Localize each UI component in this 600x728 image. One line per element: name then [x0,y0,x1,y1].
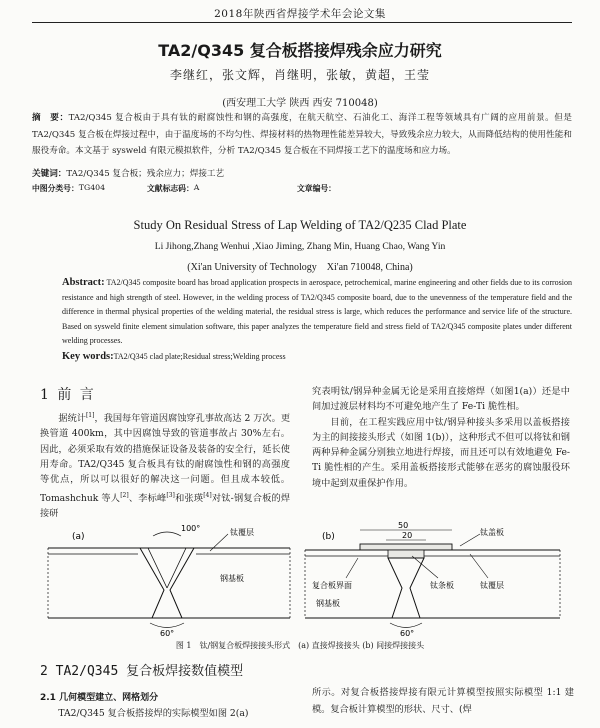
bottom-angle-label-b: 60° [400,629,415,638]
keywords-cn [32,167,572,179]
citation-ref: [3] [166,491,175,499]
keywords-cn-label: 关键词： [32,169,67,179]
figure-1b-label: (b) [322,532,335,542]
leader-line [346,558,358,578]
figure-1 [40,518,570,638]
paper-title-cn: TA2/Q345 复合板搭接焊残余应力研究 [158,41,442,60]
dim-20-label: 20 [402,531,413,540]
bottom-angle-arc [150,623,184,628]
text-run: 、李标峰 [128,492,167,504]
keywords-en [62,351,572,362]
affiliation-cn: (西安理工大学 陕西 西安 710048) [222,98,378,109]
affiliation-en: (Xi'an University of Technology Xi'an 710048, China) [187,262,413,273]
clc-label: 中图分类号： [32,184,79,193]
abstract-en-text: TA2/Q345 composite board has broad application prospects in aerospace, petrochemical, marine engineering and other fields due to its corrosion resistance and high strength of steel. However, in the welding process of TA2/Q345 composite board, due to the unevenness of the temperature field and the difference in thermal physical properties of the welding material, the residual stress is large, which reduces the performance and service life of the structure. Based on sysweld finite element simulation software, this paper analyzes the temperature field and stress field of TA2/Q345 composite plates under different welding processes. [62,278,572,345]
section-1-heading: 1 前 言 [40,387,96,403]
abstract-en [62,276,572,349]
top-angle-arc [153,532,181,536]
ti-layer-label-a: 钛覆层 [230,528,254,537]
ti-filler-strip [388,550,424,558]
bottom-angle-label-a: 60° [160,629,175,638]
section-1-paragraph-2: 目前，在工程实践应用中钛/钢异种接头多采用以盖板搭接为主的间接接头形式（如图 1(b)），这种形式不但可以将钛和钢两种异种金属分别独立地进行焊接，而且还可以有效地避免 Fe-Ti 脆性相的产生。采用盖板搭接形式能够在恶劣的腐蚀服役环境中起到双重保护作用。 [312,416,570,489]
section-2-heading: 2 TA2/Q345 复合板焊接数值模型 [40,664,244,679]
steel-base-label-a: 钢基板 [220,574,244,583]
weld-groove [140,548,194,618]
steel-base-label-b: 钢基板 [316,599,340,608]
abstract-cn [32,110,572,160]
section-2-paragraph-right: 所示。对复合板搭接焊接有限元计算模型按照实际模型 1:1 建模。复合板计算模型的形状、尺寸、(焊 [312,687,574,715]
authors-en: Li Jihong,Zhang Wenhui ,Xiao Jiming, Zhang Min, Huang Chao, Wang Yin [154,241,446,252]
section-1-left-column [40,408,290,521]
text-run: 和张瑛 [174,492,204,504]
paper-title-en: Study On Residual Stress of Lap Welding of TA2/Q235 Clad Plate [133,218,467,232]
abstract-cn-text: TA2/Q345 复合板由于具有钛的耐腐蚀性和钢的高强度，在航天航空、石油化工、海洋工程等领域具有广阔的应用前景。但是 TA2/Q345 复合板在焊接过程中，由于温度场的不均匀性、焊接材料的热物理性能差异较大，导致残余应力较大，从而降低结构的使用性能和服役寿命。本文基于 sysweld 有限元模拟软件，分析 TA2/Q345 复合板在不同焊接工艺下的温度场和应力场。 [32,113,572,156]
angle-guide-line [148,548,167,588]
citation-ref: [2] [120,491,129,499]
doc-code-value: A [193,183,200,192]
section-2-paragraph-left: TA2/Q345 复合板搭接焊的实际模型如图 2(a) [58,708,249,719]
angle-guide-line [167,548,186,588]
figure-1b [305,521,560,638]
keywords-en-label: Key words: [62,351,114,362]
figure-1-caption: 图 1 钛/钢复合板焊接接头形式 (a) 直接焊接接头 (b) 间接焊接接头 [175,641,425,650]
abstract-en-label: Abstract: [62,277,105,288]
section-1-right-column [312,384,570,491]
citation-ref: [4] [203,491,212,499]
doc-code-label: 文献标志码： [147,184,194,193]
article-no-label: 文章编号： [297,184,336,193]
leader-line [470,554,488,578]
header-divider [32,22,572,23]
section-1-paragraph-1 [40,408,290,521]
ti-cover-label: 钛盖板 [480,528,504,537]
keywords-cn-text: TA2/Q345 复合板；残余应力；焊接工艺 [66,169,225,179]
ti-layer-label-b: 钛覆层 [480,581,504,590]
bottom-angle-arc [390,623,422,628]
figure-1a [48,524,290,638]
leader-line [460,534,480,546]
text-run: ，我国每年管道因腐蚀穿孔事故高达 2 万次。更换管道 400km，其中因腐蚀导致的管道事故占 30%左右。因此，必须采取有效的措施保证设备及装备的安全行，延长使用寿命。TA2/Q345 复合板具有钛的耐腐蚀性和钢的高强度等优点，所以可以很好的解决这一问题。但且成本较低。Tomashchuk 等人 [40,413,291,504]
ti-cover-plate [360,544,452,550]
abstract-cn-label: 摘 要： [32,113,69,123]
figure-1a-label: (a) [72,532,85,542]
subsection-2-1-heading: 2.1 几何模型建立、网格划分 [40,693,159,703]
section-2-right-column [312,684,574,718]
text-run: 据统计 [58,413,86,425]
section-2-left-column [40,705,294,719]
authors-cn: 李继红，张文辉，肖继明，张敏，黄超，王莹 [169,68,430,82]
ti-filler-label: 钛条板 [430,581,454,590]
clc-value: TG404 [78,183,106,192]
weld-groove-b [388,558,424,618]
classification-row [32,183,572,195]
top-angle-label: 100° [181,524,201,533]
interface-label: 复合板界面 [312,581,352,590]
dim-50-label: 50 [398,521,409,530]
citation-ref: [1] [85,412,95,419]
running-header: 2018年陕西省焊接学术年会论文集 [214,8,386,20]
keywords-en-text: TA2/Q345 clad plate;Residual stress;Welding process [113,352,286,361]
section-1-paragraph-1-cont: 究表明钛/钢异种金属无论是采用直接熔焊（如图1(a)）还是中间加过渡层材料均不可避免地产生了 Fe-Ti 脆性相。 [312,386,570,413]
text-run: 对钛-钢复合板的焊接研 [40,492,291,519]
